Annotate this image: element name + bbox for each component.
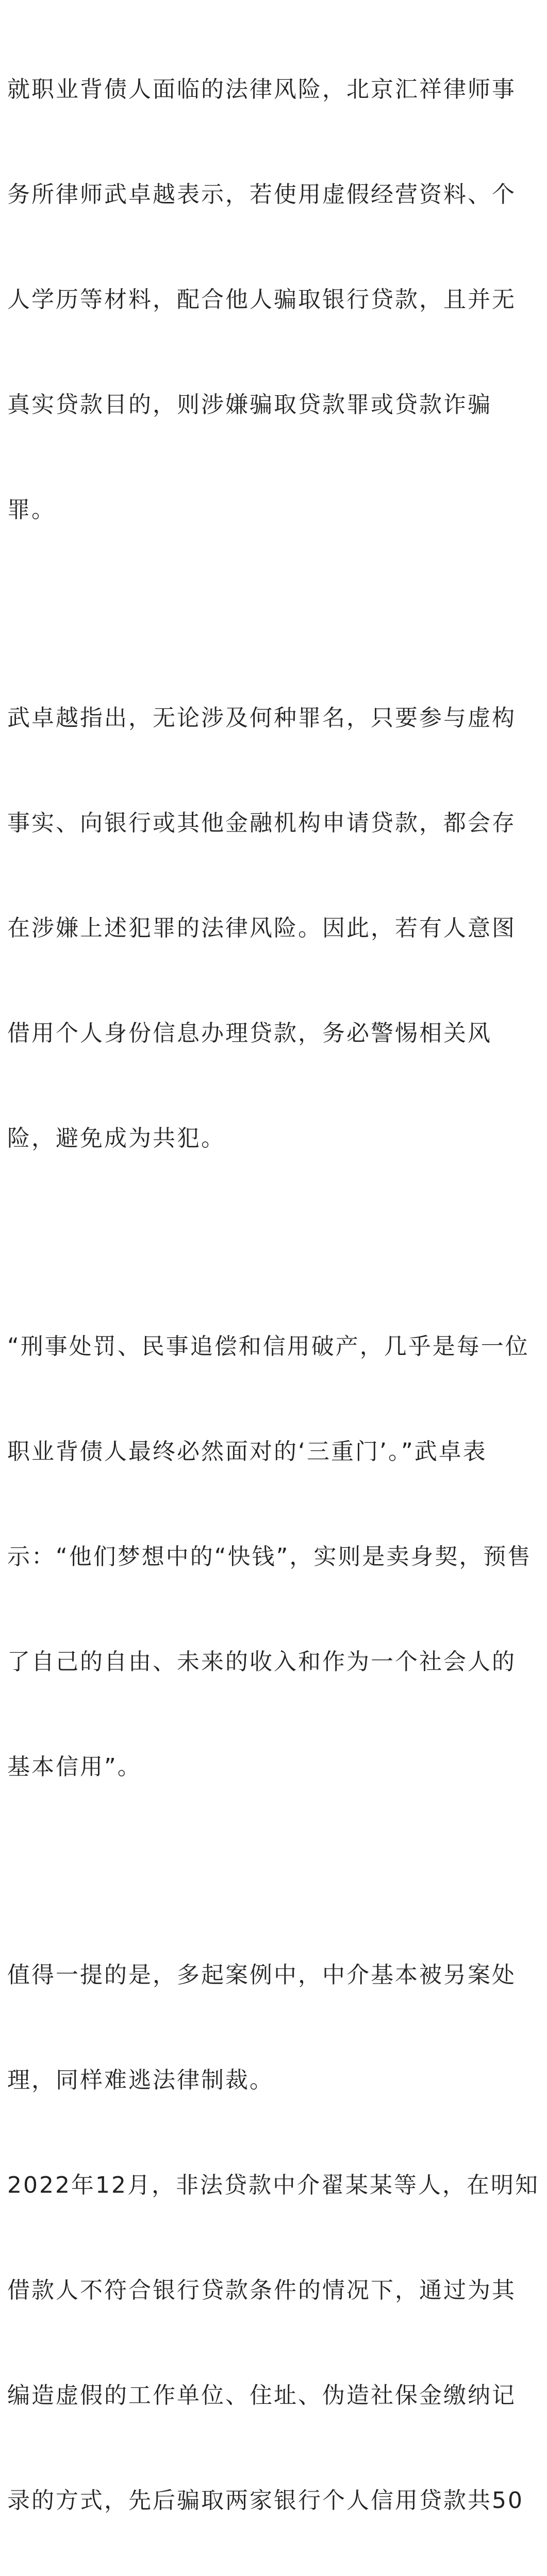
text-line: 真实贷款目的，则涉嫌骗取贷款罪或贷款诈骗: [7, 392, 492, 418]
text-line: 武卓越指出，无论涉及何种罪名，只要参与虚构: [7, 705, 516, 731]
text-line: 险，避免成为共犯。: [7, 1125, 225, 1151]
text-line: 借款人不符合银行贷款条件的情况下，通过为其: [7, 2277, 516, 2303]
text-line: 罪。: [7, 497, 56, 523]
text-line: 借用个人身份信息办理贷款，务必警惕相关风: [7, 1020, 492, 1046]
text-line: 录的方式，先后骗取两家银行个人信用贷款共50: [7, 2487, 524, 2514]
paragraph-gap: [7, 1226, 540, 1259]
text-line: 值得一提的是，多起案例中，中介基本被另案处: [7, 1962, 516, 1988]
text-line: 2022年12月，非法贷款中介翟某某等人，在明知: [7, 2172, 539, 2198]
text-line: 基本信用”。: [7, 1754, 142, 1780]
text-line: 事实、向银行或其他金融机构申请贷款，都会存: [7, 810, 516, 836]
text-line: 示：“他们梦想中的“快钱”，实则是卖身契，预售: [7, 1544, 532, 1570]
text-line: 务所律师武卓越表示，若使用虚假经营资料、个: [7, 181, 516, 208]
paragraph-legal-risk: [7, 2, 540, 598]
text-line: 理，同样难逃法律制裁。: [7, 2067, 274, 2093]
text-line: 职业背债人最终必然面对的‘三重门’。”武卓表: [7, 1438, 487, 1465]
text-line: 人学历等材料，配合他人骗取银行贷款，且并无: [7, 286, 516, 313]
text-line: 编造虚假的工作单位、住址、伪造社保金缴纳记: [7, 2382, 516, 2409]
paragraph-case-2022: [7, 1888, 540, 2576]
text-line: 就职业背债人面临的法律风险，北京汇祥律师事: [7, 76, 516, 103]
text-line: 在涉嫌上述犯罪的法律风险。因此，若有人意图: [7, 915, 516, 941]
paragraph-gap: [7, 598, 540, 631]
text-line: 了自己的自由、未来的收入和作为一个社会人的: [7, 1649, 516, 1675]
text-line: “刑事处罚、民事追偿和信用破产，几乎是每一位: [7, 1333, 529, 1360]
paragraph-gap: [7, 1855, 540, 1888]
paragraph-lawyer-warning: [7, 631, 540, 1226]
paragraph-quote: [7, 1259, 540, 1855]
